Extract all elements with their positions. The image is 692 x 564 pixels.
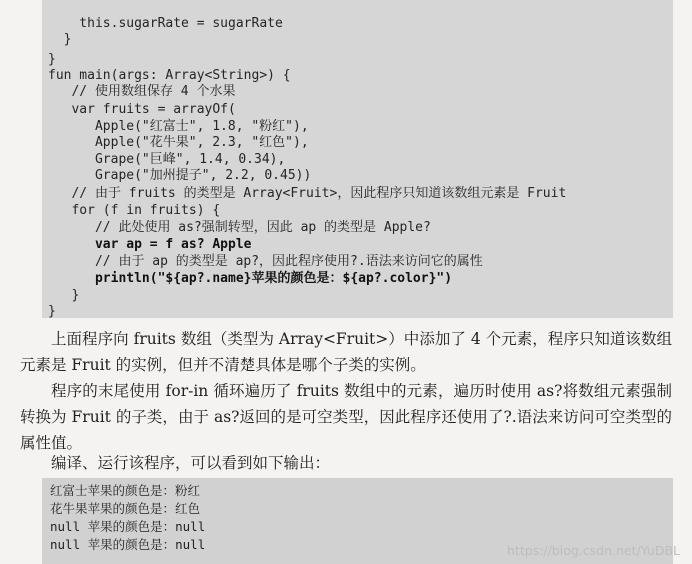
code-line: } xyxy=(48,304,56,319)
body-paragraph: 编译、运行该程序，可以看到如下输出： xyxy=(51,454,331,472)
output-line: null 苹果的颜色是：null xyxy=(50,519,206,534)
code-line: Grape("巨峰", 1.4, 0.34), xyxy=(48,152,286,167)
code-line: } xyxy=(48,288,80,303)
code-line: // 使用数组保存 4 个水果 xyxy=(48,84,236,99)
output-line: null 苹果的颜色是：null xyxy=(50,537,206,552)
code-line: Apple("花牛果", 2.3, "红色"), xyxy=(48,135,309,150)
code-line: // 此处使用 as?强制转型，因此 ap 的类型是 Apple? xyxy=(48,220,431,235)
code-line: this.sugarRate = sugarRate xyxy=(48,16,283,31)
code-listing xyxy=(42,0,673,318)
code-line: Grape("加州提子", 2.2, 0.45)) xyxy=(48,168,312,183)
code-line: var ap = f as? Apple xyxy=(48,237,252,252)
body-paragraph: 程序的末尾使用 for-in 循环遍历了 fruits 数组中的元素，遍历时使用 as?将数组元素强制转换为 Fruit 的子类，由于 as?返回的是可空类型，因此程序还使用了?.语法来访问可空类型的属性值。 xyxy=(20,382,672,452)
code-line: var fruits = arrayOf( xyxy=(48,102,236,117)
watermark: https://blog.csdn.net/YuDBL xyxy=(507,543,680,558)
body-paragraph: 上面程序向 fruits 数组（类型为 Array<Fruit>）中添加了 4 个元素，程序只知道该数组元素是 Fruit 的实例，但并不清楚具体是哪个子类的实例。 xyxy=(20,330,672,374)
code-line: println("${ap?.name}苹果的颜色是：${ap?.color}") xyxy=(48,271,453,286)
output-line: 红富士苹果的颜色是：粉红 xyxy=(50,483,201,498)
code-line: for (f in fruits) { xyxy=(48,203,221,218)
code-line: } xyxy=(48,52,56,67)
code-line: // 由于 fruits 的类型是 Array<Fruit>，因此程序只知道该数组元素是 Fruit xyxy=(48,186,567,201)
code-line: fun main(args: Array<String>) { xyxy=(48,68,291,83)
code-line: Apple("红富士", 1.8, "粉红"), xyxy=(48,119,309,134)
output-line: 花牛果苹果的颜色是：红色 xyxy=(50,501,201,516)
code-line: } xyxy=(48,32,72,47)
code-line: // 由于 ap 的类型是 ap?，因此程序使用?.语法来访问它的属性 xyxy=(48,254,483,269)
